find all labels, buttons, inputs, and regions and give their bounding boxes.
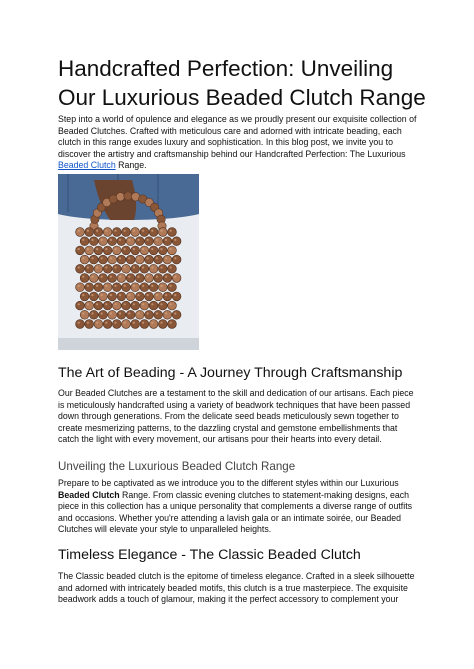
bead-highlight: [78, 303, 80, 305]
clutch-bead: [103, 320, 112, 329]
bead-highlight: [91, 294, 93, 296]
intro-paragraph: [58, 114, 420, 172]
bead-highlight: [170, 285, 172, 287]
bead-highlight: [128, 294, 130, 296]
bead-highlight: [160, 303, 162, 305]
clutch-bead: [149, 228, 158, 237]
clutch-bead: [140, 301, 149, 310]
bead-highlight: [78, 322, 80, 324]
clutch-bead: [126, 274, 135, 283]
bead-highlight: [133, 303, 135, 305]
bead-highlight: [174, 294, 176, 296]
clutch-bead: [108, 310, 117, 319]
clutch-bead: [122, 283, 131, 292]
handle-bead: [116, 193, 124, 201]
bead-highlight: [114, 322, 116, 324]
clutch-bead: [131, 264, 140, 273]
clutch-bead: [122, 246, 131, 255]
clutch-bead: [135, 310, 144, 319]
bead-highlight: [174, 276, 176, 278]
clutch-bead: [89, 310, 98, 319]
clutch-bead: [168, 228, 177, 237]
bead-highlight: [170, 303, 172, 305]
bead-highlight: [151, 322, 153, 324]
clutch-bead: [85, 283, 94, 292]
clutch-bead: [99, 274, 108, 283]
bead-highlight: [174, 257, 176, 259]
bead-highlight: [91, 257, 93, 259]
bead-highlight: [165, 312, 167, 314]
beaded-clutch-illustration: [58, 174, 199, 350]
bead-highlight: [151, 285, 153, 287]
clutch-bead: [154, 292, 163, 301]
clutch-bead: [103, 283, 112, 292]
clutch-bead: [154, 274, 163, 283]
bead-highlight: [137, 239, 139, 241]
clutch-bead: [76, 264, 85, 273]
clutch-bead: [172, 237, 181, 246]
bead-highlight: [170, 230, 172, 232]
clutch-bead: [131, 246, 140, 255]
bead-highlight: [170, 266, 172, 268]
bead-highlight: [160, 285, 162, 287]
bead-highlight: [87, 248, 89, 250]
bead-highlight: [142, 322, 144, 324]
clutch-bead: [80, 237, 89, 246]
clutch-bead: [117, 237, 126, 246]
bead-highlight: [151, 266, 153, 268]
clutch-bead: [135, 292, 144, 301]
bead-highlight: [128, 276, 130, 278]
bead-highlight: [87, 303, 89, 305]
section-heading-unveiling: Unveiling the Luxurious Beaded Clutch Range: [58, 460, 296, 473]
bead-highlight: [137, 257, 139, 259]
bead-highlight: [101, 257, 103, 259]
bead-highlight: [156, 239, 158, 241]
clutch-bead: [140, 246, 149, 255]
clutch-bead: [112, 246, 121, 255]
photo-bottom: [58, 338, 199, 350]
clutch-bead: [112, 228, 121, 237]
clutch-bead: [117, 310, 126, 319]
clutch-bead: [163, 310, 172, 319]
clutch-bead: [149, 301, 158, 310]
bead-highlight: [119, 257, 121, 259]
bead-highlight: [87, 285, 89, 287]
clutch-bead: [172, 274, 181, 283]
bead-highlight: [114, 266, 116, 268]
bead-highlight: [124, 266, 126, 268]
clutch-bead: [108, 292, 117, 301]
clutch-bead: [145, 292, 154, 301]
bead-highlight: [133, 266, 135, 268]
clutch-bead: [112, 283, 121, 292]
clutch-bead: [140, 283, 149, 292]
bead-highlight: [110, 294, 112, 296]
clutch-bead: [158, 320, 167, 329]
clutch-bead: [122, 320, 131, 329]
clutch-bead: [94, 283, 103, 292]
clutch-bead: [80, 255, 89, 264]
bead-highlight: [110, 312, 112, 314]
bead-highlight: [174, 312, 176, 314]
handle-bead: [124, 192, 132, 200]
bead-highlight: [174, 239, 176, 241]
bead-highlight: [114, 303, 116, 305]
bead-highlight: [101, 312, 103, 314]
clutch-bead: [80, 292, 89, 301]
bead-highlight: [124, 303, 126, 305]
bead-highlight: [165, 257, 167, 259]
clutch-bead: [126, 292, 135, 301]
bead-highlight: [151, 248, 153, 250]
clutch-bead: [85, 301, 94, 310]
bead-highlight: [114, 248, 116, 250]
clutch-bead: [140, 320, 149, 329]
unveiling-text-after: Range. From classic evening clutches to statement-making designs, each piece in this collection has a unique personality that complements a diverse range of outfits and occasions. Whether you're attending a lavish gala or an intimate soirée, our Beaded Clutches will elevate your style to unparalleled heights.: [58, 489, 413, 535]
clutch-bead: [112, 264, 121, 273]
bead-highlight: [105, 230, 107, 232]
unveiling-text-before: Prepare to be captivated as we introduce you to the different styles within our Luxurious: [58, 478, 399, 488]
clutch-bead: [158, 283, 167, 292]
clutch-bead: [172, 292, 181, 301]
clutch-bead: [85, 246, 94, 255]
beaded-clutch-link[interactable]: Beaded Clutch: [58, 160, 116, 171]
clutch-bead: [89, 237, 98, 246]
clutch-bead: [158, 228, 167, 237]
bead-highlight: [82, 312, 84, 314]
clutch-bead: [154, 310, 163, 319]
clutch-bead: [145, 255, 154, 264]
bead-highlight: [133, 285, 135, 287]
clutch-bead: [163, 237, 172, 246]
bead-highlight: [78, 266, 80, 268]
intro-text-before: Step into a world of opulence and elegance as we proudly present our exquisite collection of Beaded Clutches. Crafted with meticulous care and adorned with intricate beading, each clutch in this range exudes luxury and sophistication. In this blog post, we invite you to discover the artistry and craftsmanship behind our Handcrafted Perfection: The Luxurious: [58, 114, 417, 159]
clutch-bead: [135, 237, 144, 246]
bead-highlight: [78, 285, 80, 287]
clutch-bead: [145, 310, 154, 319]
clutch-bead: [131, 320, 140, 329]
bead-highlight: [151, 303, 153, 305]
bead-highlight: [128, 239, 130, 241]
clutch-bead: [85, 320, 94, 329]
clutch-bead: [117, 292, 126, 301]
clutch-bead: [154, 237, 163, 246]
bead-highlight: [142, 303, 144, 305]
bead-highlight: [160, 322, 162, 324]
section-heading-timeless: Timeless Elegance - The Classic Beaded Clutch: [58, 547, 361, 563]
clutch-bead: [76, 228, 85, 237]
bead-highlight: [160, 230, 162, 232]
clutch-bead: [126, 310, 135, 319]
bead-highlight: [96, 322, 98, 324]
clutch-bead: [117, 274, 126, 283]
clutch-bead: [85, 228, 94, 237]
clutch-bead: [80, 274, 89, 283]
bead-highlight: [156, 276, 158, 278]
bead-highlight: [147, 276, 149, 278]
clutch-bead: [99, 237, 108, 246]
clutch-bead: [135, 274, 144, 283]
clutch-bead: [168, 283, 177, 292]
section-body-unveiling: [58, 478, 420, 536]
bead-highlight: [147, 312, 149, 314]
page-title: Handcrafted Perfection: Unveiling Our Luxurious Beaded Clutch Range: [58, 56, 426, 110]
clutch-bead: [158, 264, 167, 273]
bead-highlight: [137, 312, 139, 314]
bead-highlight: [165, 276, 167, 278]
beaded-clutch-photo: [58, 174, 199, 350]
clutch-bead: [108, 237, 117, 246]
clutch-bead: [149, 246, 158, 255]
bead-highlight: [96, 285, 98, 287]
clutch-bead: [89, 274, 98, 283]
bead-highlight: [105, 248, 107, 250]
bead-highlight: [170, 248, 172, 250]
clutch-bead: [94, 320, 103, 329]
clutch-bead: [158, 301, 167, 310]
bead-highlight: [105, 266, 107, 268]
clutch-bead: [99, 310, 108, 319]
bead-highlight: [96, 248, 98, 250]
clutch-bead: [163, 292, 172, 301]
clutch-bead: [168, 246, 177, 255]
bead-highlight: [110, 257, 112, 259]
clutch-bead: [126, 237, 135, 246]
bead-highlight: [133, 230, 135, 232]
bead-highlight: [78, 230, 80, 232]
bead-highlight: [119, 239, 121, 241]
bead-highlight: [124, 322, 126, 324]
bead-highlight: [133, 248, 135, 250]
clutch-bead: [131, 228, 140, 237]
clutch-bead: [103, 246, 112, 255]
bead-highlight: [96, 303, 98, 305]
section-heading-art-of-beading: The Art of Beading - A Journey Through Craftsmanship: [58, 365, 403, 381]
bead-highlight: [114, 230, 116, 232]
clutch-bead: [122, 264, 131, 273]
clutch-bead: [108, 255, 117, 264]
clutch-bead: [94, 228, 103, 237]
bead-highlight: [101, 276, 103, 278]
unveiling-bold-product: Beaded Clutch: [58, 489, 120, 500]
bead-highlight: [170, 322, 172, 324]
clutch-bead: [168, 264, 177, 273]
clutch-bead: [103, 264, 112, 273]
bead-highlight: [142, 248, 144, 250]
clutch-bead: [163, 274, 172, 283]
clutch-bead: [154, 255, 163, 264]
clutch-bead: [149, 264, 158, 273]
clutch-bead: [94, 246, 103, 255]
section-body-timeless: The Classic beaded clutch is the epitome of timeless elegance. Crafted in a sleek silhouette and adorned with intricately beaded motifs, this clutch is a true masterpiece. The exquisite beadwork adds a touch of glamour, making it the perfect accessory to complement your: [58, 571, 415, 605]
clutch-bead: [80, 310, 89, 319]
bead-highlight: [82, 276, 84, 278]
clutch-bead: [112, 301, 121, 310]
bead-highlight: [156, 312, 158, 314]
clutch-bead: [145, 237, 154, 246]
clutch-bead: [149, 320, 158, 329]
clutch-bead: [103, 228, 112, 237]
bead-highlight: [87, 266, 89, 268]
bead-highlight: [137, 276, 139, 278]
bead-highlight: [133, 322, 135, 324]
clutch-bead: [168, 320, 177, 329]
bead-highlight: [119, 312, 121, 314]
bead-highlight: [119, 294, 121, 296]
bead-highlight: [105, 322, 107, 324]
clutch-bead: [94, 264, 103, 273]
clutch-bead: [126, 255, 135, 264]
bead-highlight: [165, 294, 167, 296]
clutch-bead: [131, 283, 140, 292]
bead-highlight: [156, 257, 158, 259]
bead-highlight: [114, 285, 116, 287]
clutch-bead: [140, 228, 149, 237]
intro-text-after: Range.: [115, 160, 147, 171]
clutch-bead: [158, 246, 167, 255]
bead-highlight: [96, 230, 98, 232]
clutch-bead: [112, 320, 121, 329]
bead-highlight: [101, 294, 103, 296]
clutch-bead: [76, 246, 85, 255]
bead-highlight: [137, 294, 139, 296]
bead-highlight: [91, 312, 93, 314]
bead-highlight: [142, 285, 144, 287]
clutch-bead: [99, 292, 108, 301]
section-body-art-of-beading: Our Beaded Clutches are a testament to the skill and dedication of our artisans. Each piece is meticulously handcrafted using a variety of beadwork techniques that have been passed down through generations. From the delicate seed beads meticulously sewn together to create mesmerizing patterns, to the dazzling crystal and gemstone embellishments that catch the light with every movement, our artisans pour their hearts into every detail.: [58, 388, 414, 445]
clutch-bead: [122, 301, 131, 310]
clutch-bead: [149, 283, 158, 292]
clutch-bead: [140, 264, 149, 273]
bead-highlight: [124, 230, 126, 232]
clutch-bead: [89, 255, 98, 264]
bead-highlight: [78, 248, 80, 250]
bead-highlight: [147, 294, 149, 296]
clutch-bead: [117, 255, 126, 264]
clutch-bead: [89, 292, 98, 301]
clutch-bead: [76, 320, 85, 329]
clutch-bead: [172, 255, 181, 264]
bead-highlight: [87, 322, 89, 324]
bead-highlight: [110, 276, 112, 278]
bead-highlight: [82, 257, 84, 259]
clutch-bead: [135, 255, 144, 264]
bead-highlight: [87, 230, 89, 232]
clutch-bead: [145, 274, 154, 283]
bead-highlight: [156, 294, 158, 296]
clutch-bead: [103, 301, 112, 310]
bead-highlight: [101, 239, 103, 241]
bead-highlight: [160, 266, 162, 268]
bead-highlight: [160, 248, 162, 250]
bead-highlight: [124, 285, 126, 287]
bead-highlight: [128, 312, 130, 314]
clutch-bead: [76, 301, 85, 310]
bead-highlight: [119, 276, 121, 278]
clutch-bead: [99, 255, 108, 264]
clutch-bead: [163, 255, 172, 264]
bead-highlight: [128, 257, 130, 259]
bead-highlight: [105, 285, 107, 287]
clutch-bead: [76, 283, 85, 292]
clutch-bead: [168, 301, 177, 310]
bead-highlight: [142, 230, 144, 232]
bead-highlight: [91, 276, 93, 278]
bead-highlight: [82, 239, 84, 241]
bead-highlight: [96, 266, 98, 268]
clutch-bead: [131, 301, 140, 310]
bead-highlight: [165, 239, 167, 241]
bead-highlight: [147, 257, 149, 259]
bead-highlight: [105, 303, 107, 305]
bead-highlight: [147, 239, 149, 241]
clutch-bead: [172, 310, 181, 319]
clutch-bead: [94, 301, 103, 310]
bead-highlight: [124, 248, 126, 250]
bead-highlight: [142, 266, 144, 268]
bead-highlight: [82, 294, 84, 296]
clutch-bead: [108, 274, 117, 283]
bead-highlight: [91, 239, 93, 241]
bead-highlight: [151, 230, 153, 232]
bead-highlight: [110, 239, 112, 241]
clutch-bead: [122, 228, 131, 237]
clutch-bead: [85, 264, 94, 273]
